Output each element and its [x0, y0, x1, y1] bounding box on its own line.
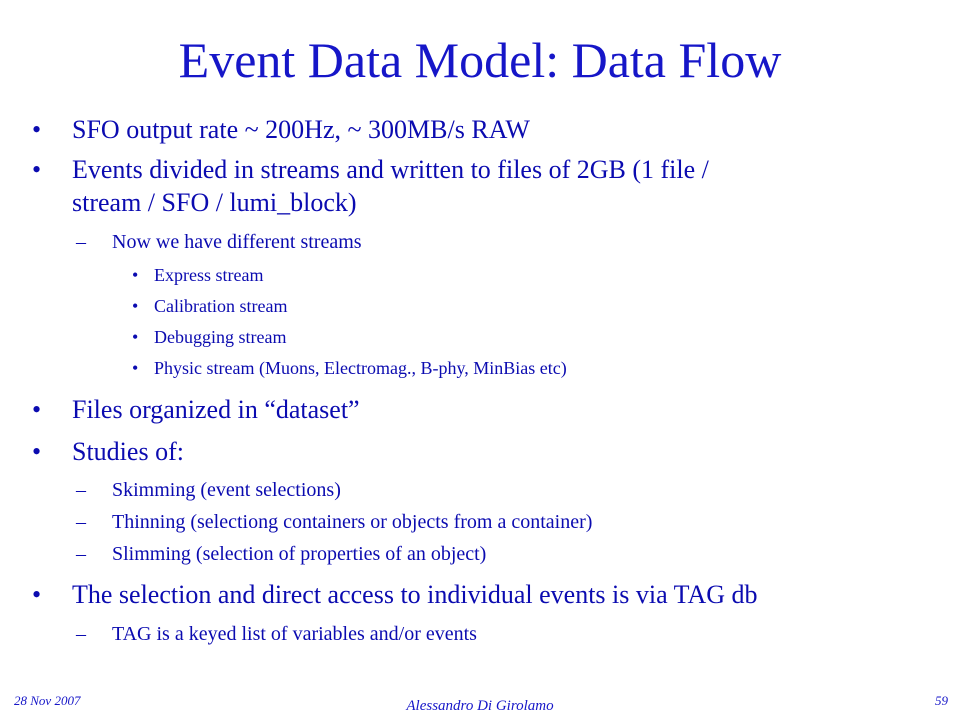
subbullet-text: Skimming (event selections) [112, 479, 341, 501]
bullet-marker: • [132, 296, 139, 316]
footer-date: 28 Nov 2007 [14, 693, 81, 708]
subsubbullet-express-stream [132, 264, 264, 286]
bullet-text-line-2: stream / SFO / lumi_block) [72, 188, 357, 217]
dash-marker: – [76, 231, 86, 253]
subsubbullet-text: Physic stream (Muons, Electromag., B-phy, MinBias etc) [154, 358, 567, 378]
subbullet-text: Slimming (selection of properties of an object) [112, 543, 487, 565]
dash-marker: – [76, 511, 86, 533]
bullet-text: The selection and direct access to individual events is via TAG db [72, 580, 758, 609]
dash-marker: – [76, 543, 86, 565]
subbullet-text: Now we have different streams [112, 231, 362, 253]
dash-marker: – [76, 623, 86, 645]
subbullet-slimming [76, 542, 487, 566]
subbullet-skimming [76, 478, 341, 502]
subbullet-different-streams [76, 230, 362, 254]
bullet-text: SFO output rate ~ 200Hz, ~ 300MB/s RAW [72, 115, 530, 144]
dash-marker: – [76, 479, 86, 501]
subbullet-text: TAG is a keyed list of variables and/or events [112, 623, 477, 645]
bullet-studies-of [32, 437, 184, 467]
subsubbullet-text: Calibration stream [154, 296, 288, 316]
bullet-events-divided-continued [72, 188, 357, 218]
bullet-marker: • [32, 437, 42, 466]
bullet-text-line-1: Events divided in streams and written to files of 2GB (1 file / [72, 155, 709, 184]
subbullet-thinning [76, 510, 593, 534]
bullet-marker: • [32, 395, 42, 424]
subsubbullet-text: Express stream [154, 265, 264, 285]
bullet-marker: • [132, 327, 139, 347]
bullet-text: Files organized in “dataset” [72, 395, 360, 424]
bullet-marker: • [32, 115, 42, 144]
bullet-marker: • [132, 358, 139, 378]
bullet-marker: • [32, 155, 42, 184]
bullet-text: Studies of: [72, 437, 184, 466]
bullet-marker: • [132, 265, 139, 285]
bullet-files-organized [32, 395, 360, 425]
bullet-tag-selection [32, 580, 758, 610]
subsubbullet-debugging-stream [132, 326, 287, 348]
subbullet-text: Thinning (selectiong containers or objects from a container) [112, 511, 593, 533]
subsubbullet-physic-stream [132, 357, 567, 379]
slide-title: Event Data Model: Data Flow [178, 32, 782, 88]
subbullet-tag-keyed-list [76, 622, 477, 646]
subsubbullet-text: Debugging stream [154, 327, 287, 347]
bullet-sfo-rate [32, 115, 530, 145]
subsubbullet-calibration-stream [132, 295, 288, 317]
bullet-marker: • [32, 580, 42, 609]
bullet-events-divided [32, 155, 709, 185]
footer-author: Alessandro Di Girolamo [406, 698, 554, 714]
page-number: 59 [935, 693, 948, 708]
